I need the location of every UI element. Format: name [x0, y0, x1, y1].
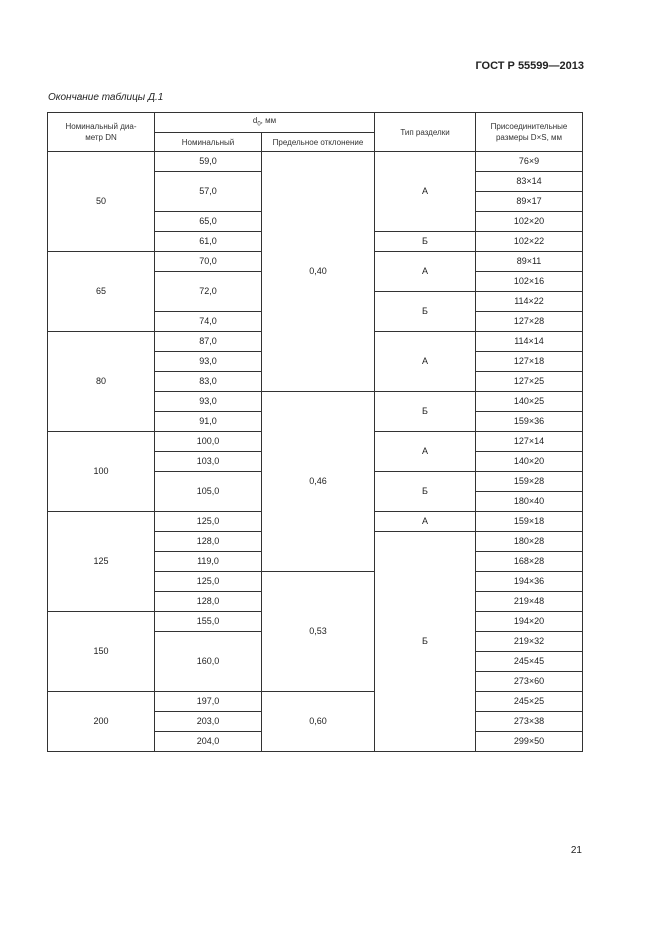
cell-connection: 114×22: [476, 292, 583, 312]
cell-connection: 245×45: [476, 652, 583, 672]
cell-nominal: 74,0: [155, 312, 262, 332]
table-caption: Окончание таблицы Д.1: [48, 92, 164, 103]
cell-connection: 83×14: [476, 172, 583, 192]
cell-connection: 159×18: [476, 512, 583, 532]
cell-cut-type: Б: [375, 532, 476, 752]
cell-nominal: 125,0: [155, 572, 262, 592]
cell-connection: 102×20: [476, 212, 583, 232]
cell-connection: 127×28: [476, 312, 583, 332]
cell-cut-type: А: [375, 152, 476, 232]
cell-connection: 127×14: [476, 432, 583, 452]
cell-connection: 273×60: [476, 672, 583, 692]
page-number: 21: [570, 845, 582, 856]
cell-connection: 219×32: [476, 632, 583, 652]
cell-nominal: 57,0: [155, 172, 262, 212]
cell-nominal: 100,0: [155, 432, 262, 452]
cell-dn: 100: [48, 432, 155, 512]
cell-nominal: 197,0: [155, 692, 262, 712]
cell-nominal: 61,0: [155, 232, 262, 252]
cell-dn: 125: [48, 512, 155, 612]
header-d0-deviation: Предельное отклонение: [262, 133, 375, 152]
cell-dn: 80: [48, 332, 155, 432]
cell-dn: 50: [48, 152, 155, 252]
cell-nominal: 72,0: [155, 272, 262, 312]
cell-nominal: 59,0: [155, 152, 262, 172]
header-d0-nominal: Номинальный: [155, 133, 262, 152]
cell-nominal: 93,0: [155, 392, 262, 412]
cell-connection: 76×9: [476, 152, 583, 172]
cell-nominal: 203,0: [155, 712, 262, 732]
cell-cut-type: Б: [375, 472, 476, 512]
cell-connection: 127×18: [476, 352, 583, 372]
cell-connection: 273×38: [476, 712, 583, 732]
cell-cut-type: Б: [375, 392, 476, 432]
cell-cut-type: Б: [375, 292, 476, 332]
cell-connection: 127×25: [476, 372, 583, 392]
cell-cut-type: А: [375, 332, 476, 392]
cell-nominal: 93,0: [155, 352, 262, 372]
cell-connection: 159×28: [476, 472, 583, 492]
cell-connection: 180×40: [476, 492, 583, 512]
cell-dn: 65: [48, 252, 155, 332]
cell-connection: 194×36: [476, 572, 583, 592]
cell-nominal: 119,0: [155, 552, 262, 572]
cell-connection: 299×50: [476, 732, 583, 752]
cell-nominal: 160,0: [155, 632, 262, 692]
cell-nominal: 70,0: [155, 252, 262, 272]
document-code: ГОСТ Р 55599—2013: [475, 60, 584, 72]
cell-connection: 219×48: [476, 592, 583, 612]
cell-connection: 102×22: [476, 232, 583, 252]
header-connection-size: Присоединительные размеры D×S, мм: [476, 113, 583, 152]
cell-connection: 194×20: [476, 612, 583, 632]
cell-nominal: 103,0: [155, 452, 262, 472]
cell-deviation: 0,53: [262, 572, 375, 692]
header-d0: $d_0$, мм: [155, 113, 375, 133]
cell-connection: 245×25: [476, 692, 583, 712]
cell-deviation: 0,60: [262, 692, 375, 752]
cell-connection: 159×36: [476, 412, 583, 432]
cell-cut-type: А: [375, 512, 476, 532]
cell-nominal: 125,0: [155, 512, 262, 532]
cell-connection: 114×14: [476, 332, 583, 352]
cell-connection: 140×25: [476, 392, 583, 412]
cell-nominal: 204,0: [155, 732, 262, 752]
cell-deviation: 0,46: [262, 392, 375, 572]
cell-cut-type: А: [375, 432, 476, 472]
cell-nominal: 105,0: [155, 472, 262, 512]
cell-nominal: 87,0: [155, 332, 262, 352]
cell-connection: 168×28: [476, 552, 583, 572]
cell-nominal: 128,0: [155, 532, 262, 552]
cell-cut-type: Б: [375, 232, 476, 252]
cell-nominal: 128,0: [155, 592, 262, 612]
cell-dn: 200: [48, 692, 155, 752]
cell-cut-type: А: [375, 252, 476, 292]
cell-connection: 89×11: [476, 252, 583, 272]
cell-nominal: 91,0: [155, 412, 262, 432]
cell-nominal: 65,0: [155, 212, 262, 232]
cell-connection: 89×17: [476, 192, 583, 212]
cell-dn: 150: [48, 612, 155, 692]
cell-connection: 140×20: [476, 452, 583, 472]
header-cut-type: Тип разделки: [375, 113, 476, 152]
cell-connection: 102×16: [476, 272, 583, 292]
header-nominal-diameter: Номинальный диа- метр DN: [48, 113, 155, 152]
dimensions-table: [47, 112, 583, 752]
cell-connection: 180×28: [476, 532, 583, 552]
cell-nominal: 155,0: [155, 612, 262, 632]
cell-deviation: 0,40: [262, 152, 375, 392]
cell-nominal: 83,0: [155, 372, 262, 392]
